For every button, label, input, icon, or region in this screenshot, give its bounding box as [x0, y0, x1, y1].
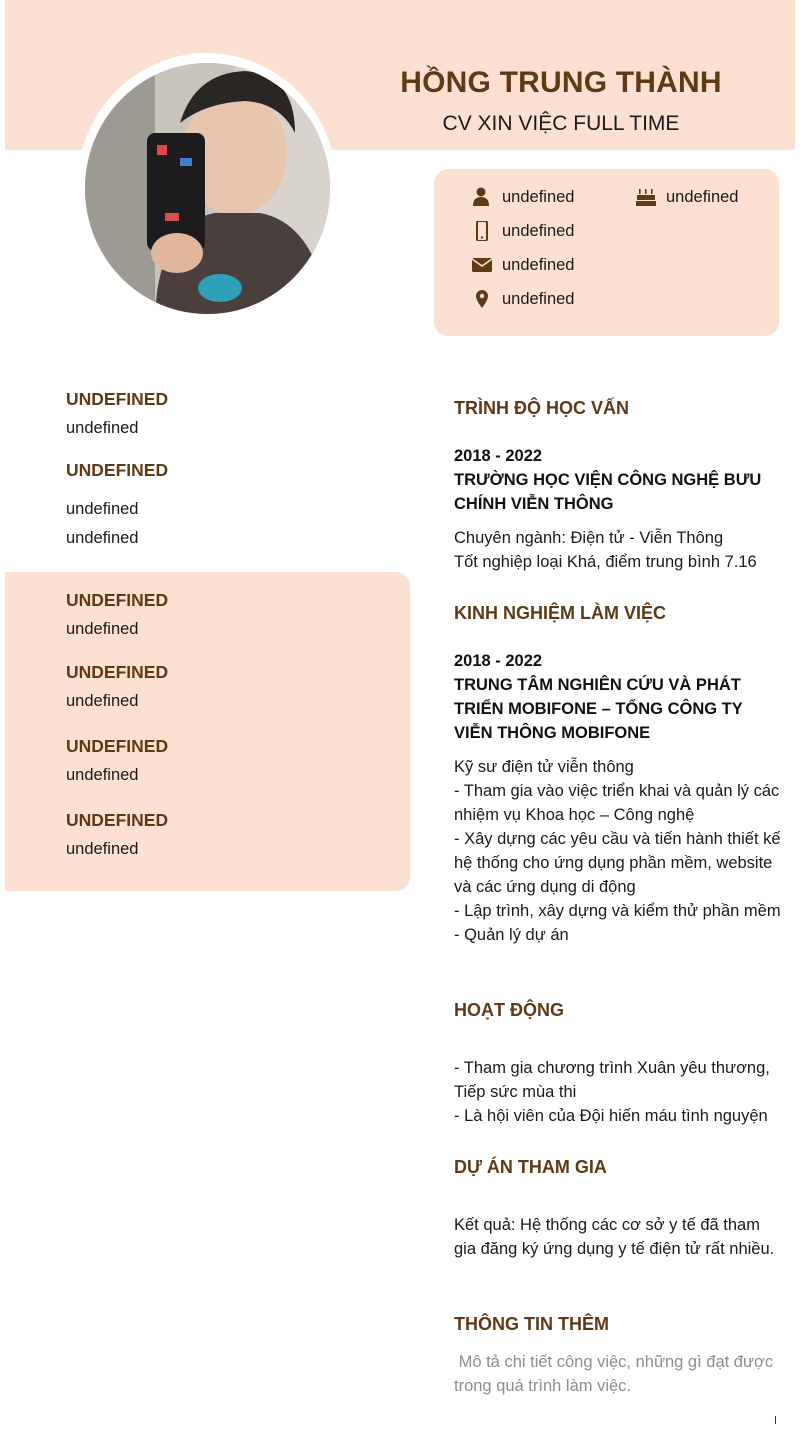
education-line: Tốt nghiệp loại Khá, điểm trung bình 7.16 [454, 553, 757, 571]
activity-line: - Tham gia chương trình Xuân yêu thương, Tiếp sức mùa thi [454, 1059, 770, 1101]
phone-icon [470, 221, 494, 241]
activities-details [454, 1056, 784, 1128]
left-text: undefined [66, 500, 139, 518]
left-text: undefined [66, 840, 139, 858]
contact-email [470, 255, 575, 275]
text-cursor [775, 1416, 776, 1424]
projects-details [454, 1213, 784, 1261]
left-heading: UNDEFINED [66, 389, 169, 409]
left-text: undefined [66, 766, 139, 784]
experience-line: - Lập trình, xây dựng và kiểm thử phần mềm [454, 902, 781, 920]
left-heading: UNDEFINED [66, 460, 169, 480]
experience-line: Kỹ sư điện tử viễn thông [454, 758, 634, 776]
map-marker-icon [470, 289, 494, 309]
extra-info-heading: THÔNG TIN THÊM [454, 1314, 609, 1334]
contact-email-value: undefined [502, 255, 575, 274]
contact-address-value: undefined [502, 289, 575, 308]
left-heading: UNDEFINED [66, 810, 169, 830]
contact-address [470, 289, 575, 309]
experience-details [454, 755, 784, 947]
contact-name-value: undefined [502, 187, 575, 206]
project-line: Kết quả: Hệ thống các cơ sở y tế đã tham gia đăng ký ứng dụng y tế điện tử rất nhiều. [454, 1216, 775, 1258]
activities-heading: HOẠT ĐỘNG [454, 1000, 564, 1020]
left-heading: UNDEFINED [66, 662, 169, 682]
birthday-cake-icon [634, 187, 658, 207]
left-heading: UNDEFINED [66, 590, 169, 610]
experience-line: - Tham gia vào việc triển khai và quản lý các nhiệm vụ Khoa học – Công nghệ [454, 782, 780, 824]
contact-phone [470, 221, 575, 241]
envelope-icon [470, 255, 494, 275]
extra-info-placeholder[interactable]: Mô tả chi tiết công việc, những gì đạt được trong quá trình làm việc. [454, 1353, 778, 1395]
projects-heading: DỰ ÁN THAM GIA [454, 1157, 607, 1177]
cv-subtitle: CV XIN VIỆC FULL TIME [442, 112, 680, 135]
left-text: undefined [66, 620, 139, 638]
experience-company: TRUNG TÂM NGHIÊN CỨU VÀ PHÁT TRIỂN MOBIFONE – TỔNG CÔNG TY VIỄN THÔNG MOBIFONE [454, 676, 743, 742]
contact-birthday [634, 187, 739, 207]
left-text: undefined [66, 692, 139, 710]
contact-name [470, 187, 575, 207]
education-details [454, 526, 784, 574]
left-text: undefined [66, 419, 139, 437]
left-heading: UNDEFINED [66, 736, 169, 756]
candidate-name: HỒNG TRUNG THÀNH [400, 66, 722, 99]
education-heading: TRÌNH ĐỘ HỌC VẤN [454, 398, 629, 418]
contact-phone-value: undefined [502, 221, 575, 240]
experience-line: - Xây dựng các yêu cầu và tiến hành thiết kế hệ thống cho ứng dụng phần mềm, website và các ứng dụng di động [454, 830, 781, 896]
experience-heading: KINH NGHIỆM LÀM VIỆC [454, 603, 667, 623]
education-line: Chuyên ngành: Điện tử - Viễn Thông [454, 529, 724, 547]
education-school: TRƯỜNG HỌC VIỆN CÔNG NGHỆ BƯU CHÍNH VIỄN THÔNG [454, 471, 762, 513]
experience-line: - Quản lý dự án [454, 926, 569, 944]
user-icon [470, 187, 494, 207]
avatar [85, 63, 330, 314]
avatar-photo [85, 63, 330, 314]
contact-birthday-value: undefined [666, 187, 739, 206]
activity-line: - Là hội viên của Đội hiến máu tình nguyện [454, 1107, 768, 1125]
education-year: 2018 - 2022 [454, 447, 543, 465]
left-text: undefined [66, 529, 139, 547]
experience-year: 2018 - 2022 [454, 652, 543, 670]
